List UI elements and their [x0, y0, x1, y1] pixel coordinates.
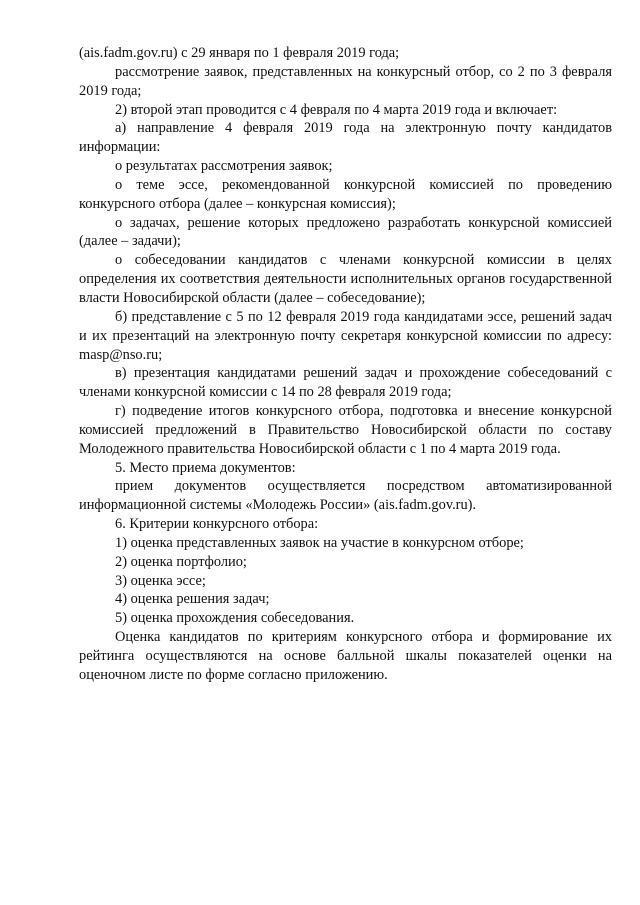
- paragraph-item-v: в) презентация кандидатами решений задач и прохождение собеседований с членами конкурсной комиссии с 14 по 28 февраля 2019 года;: [79, 365, 612, 401]
- paragraph-item-a: а) направление 4 февраля 2019 года на электронную почту кандидатов информации:: [79, 120, 612, 156]
- section-5-heading: 5. Место приема документов:: [115, 459, 296, 476]
- paragraph-essay-topic: о теме эссе, рекомендованной конкурсной комиссией по проведению конкурсного отбора (далее – конкурсная комиссия);: [79, 176, 612, 212]
- criterion-5: 5) оценка прохождения собеседования.: [115, 610, 355, 627]
- paragraph-interview: о собеседовании кандидатов с членами конкурсной комиссии в целях определения их соответствия деятельности исполнительных органов государственной власти Новосибирской области (далее – собеседование);: [79, 252, 612, 306]
- paragraph-review-results: о результатах рассмотрения заявок;: [115, 158, 333, 175]
- criterion-3: 3) оценка эссе;: [115, 572, 206, 589]
- document-page: [79, 44, 612, 685]
- paragraph-item-b: б) представление с 5 по 12 февраля 2019 года кандидатами эссе, решений задач и их презентаций на электронную почту секретаря конкурсной комиссии по адресу: masp@nso.ru;: [79, 308, 612, 363]
- section-6-heading: 6. Критерии конкурсного отбора:: [115, 516, 319, 533]
- paragraph-second-stage: 2) второй этап проводится с 4 февраля по 4 марта 2019 года и включает:: [115, 101, 558, 118]
- criterion-4: 4) оценка решения задач;: [115, 591, 270, 608]
- paragraph-tasks: о задачах, решение которых предложено разработать конкурсной комиссией (далее – задачи);: [79, 214, 612, 250]
- paragraph-review-applications: рассмотрение заявок, представленных на конкурсный отбор, со 2 по 3 февраля 2019 года;: [79, 63, 612, 99]
- paragraph-document-intake: прием документов осуществляется посредством автоматизированной информационной системы «Молодежь России» (ais.fadm.gov.ru).: [79, 478, 612, 514]
- paragraph-ais-dates: (ais.fadm.gov.ru) с 29 января по 1 февраля 2019 года;: [79, 45, 400, 61]
- paragraph-item-g: г) подведение итогов конкурсного отбора, подготовка и внесение конкурсной комиссией предложений в Правительство Новосибирской области по составу Молодежного правительства Новосибирской области с 1 по 4 марта 2019 года.: [79, 403, 612, 457]
- paragraph-evaluation: Оценка кандидатов по критериям конкурсного отбора и формирование их рейтинга осуществляются на основе балльной шкалы показателей оценки на оценочном листе по форме согласно приложению.: [79, 629, 612, 683]
- criterion-2: 2) оценка портфолио;: [115, 553, 247, 570]
- criterion-1: 1) оценка представленных заявок на участие в конкурсном отборе;: [115, 534, 524, 551]
